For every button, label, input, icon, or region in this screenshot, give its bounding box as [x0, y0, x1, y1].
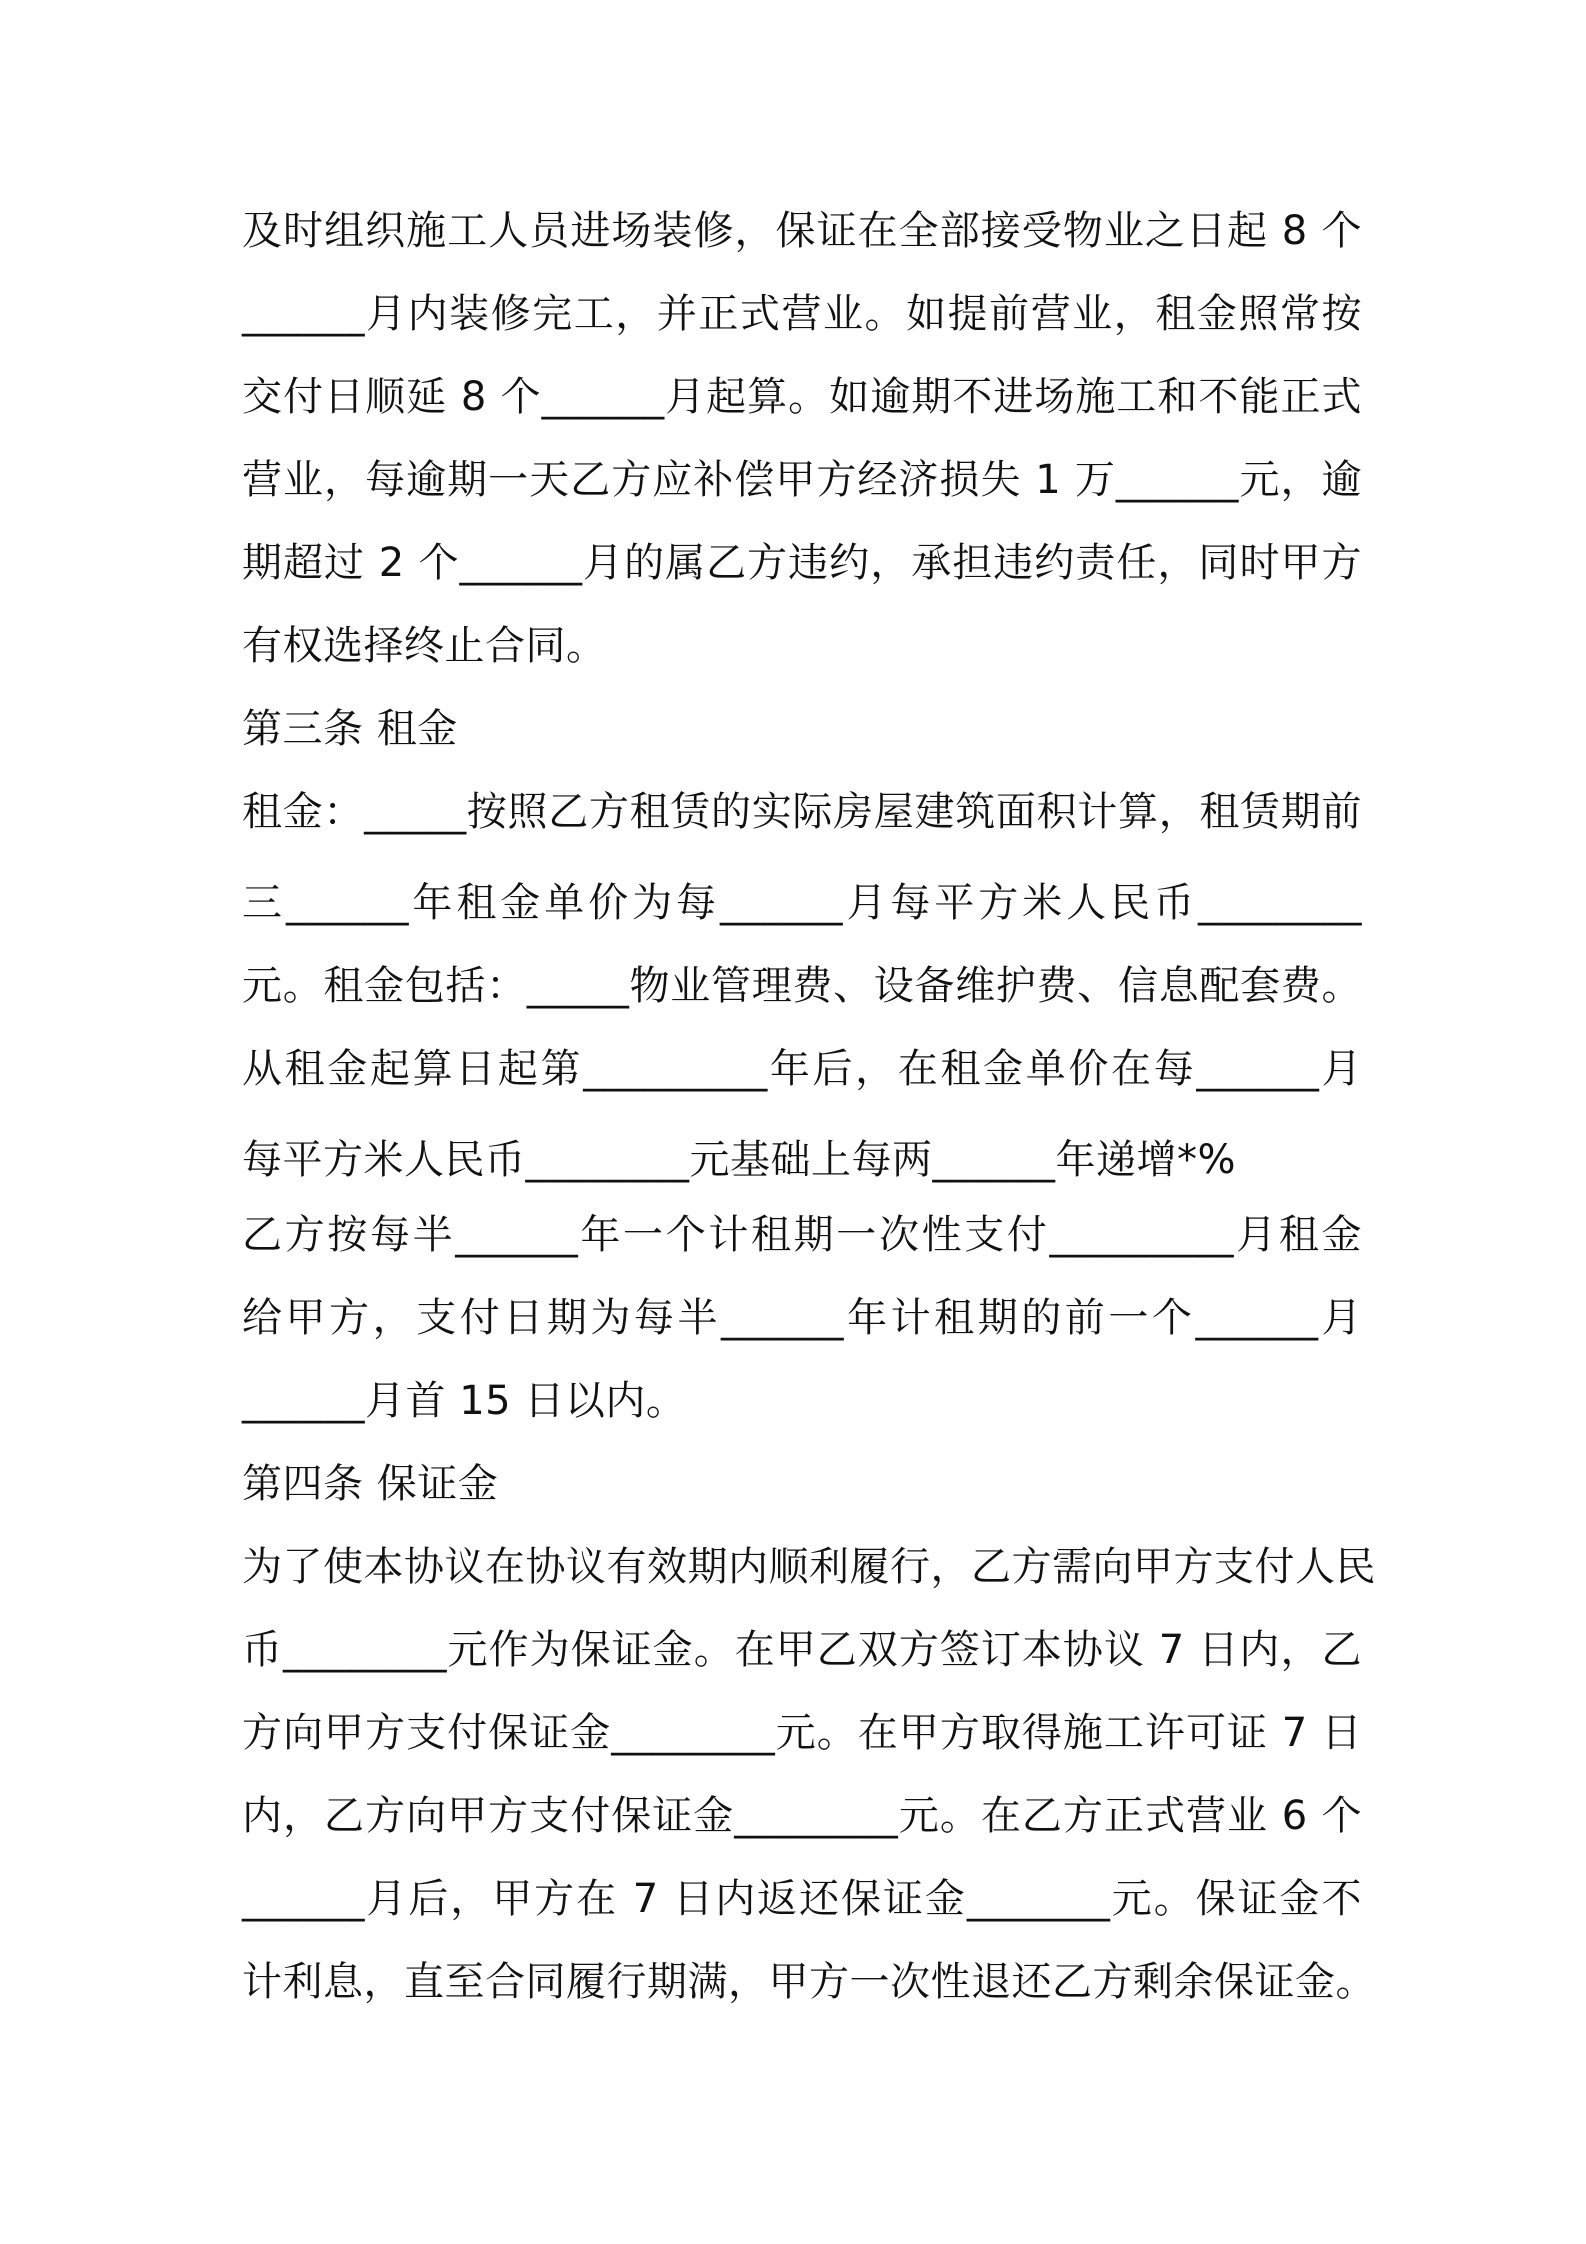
body-line: 租金：_____按照乙方租赁的实际房屋建筑面积计算，租赁期前: [242, 789, 1362, 835]
section-heading: 第三条 租金: [242, 706, 458, 752]
body-line: 营业，每逾期一天乙方应补偿甲方经济损失 1 万______元，逾: [242, 457, 1362, 503]
body-line: 交付日顺延 8 个______月起算。如逾期不进场施工和不能正式: [242, 374, 1362, 420]
body-line: 有权选择终止合同。: [242, 623, 607, 669]
body-line: 乙方按每半______年一个计租期一次性支付_________月租金: [242, 1212, 1362, 1258]
section-heading: 第四条 保证金: [242, 1461, 499, 1507]
body-line: ______月后，甲方在 7 日内返还保证金_______元。保证金不: [242, 1876, 1362, 1922]
body-line: 方向甲方支付保证金________元。在甲方取得施工许可证 7 日: [242, 1710, 1362, 1756]
body-line: 每平方米人民币________元基础上每两______年递增*%: [242, 1137, 1237, 1183]
body-line: 及时组织施工人员进场装修，保证在全部接受物业之日起 8 个: [242, 208, 1362, 254]
body-line: 计利息，直至合同履行期满，甲方一次性退还乙方剩余保证金。: [242, 1959, 1376, 2005]
body-line: 从租金起算日起第_________年后，在租金单价在每______月: [242, 1046, 1362, 1092]
body-line: 元。租金包括：_____物业管理费、设备维护费、信息配套费。: [242, 963, 1362, 1009]
body-line: 为了使本协议在协议有效期内顺利履行，乙方需向甲方支付人民: [242, 1544, 1376, 1590]
body-line: 三______年租金单价为每______月每平方米人民币________: [242, 880, 1362, 926]
body-line: ______月内装修完工，并正式营业。如提前营业，租金照常按: [242, 291, 1362, 337]
body-line: 给甲方，支付日期为每半______年计租期的前一个______月: [242, 1295, 1362, 1341]
body-line: 币________元作为保证金。在甲乙双方签订本协议 7 日内，乙: [242, 1627, 1362, 1673]
body-line: ______月首 15 日以内。: [242, 1378, 687, 1424]
body-line: 期超过 2 个______月的属乙方违约，承担违约责任，同时甲方: [242, 540, 1362, 586]
body-line: 内，乙方向甲方支付保证金________元。在乙方正式营业 6 个: [242, 1793, 1362, 1839]
